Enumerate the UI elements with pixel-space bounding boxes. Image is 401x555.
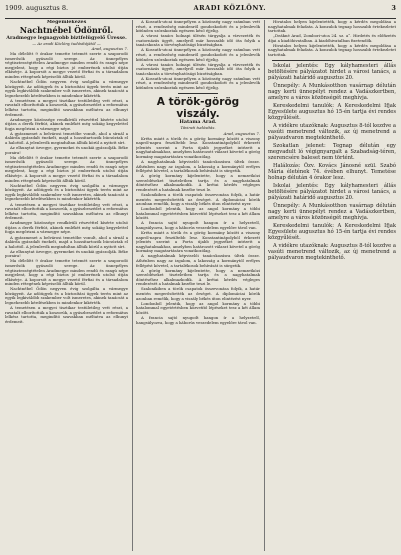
- article-paragraph: A Kossuth-utcai ünnepélyen a közönség nagy számban vett részt, a rendezőség mindenről gondoskodott és a jelenlevők kitűnően szórakoztak egészen késő éjjelig.: [136, 75, 260, 91]
- paper-title: ARADI KÖZLÖNY.: [193, 4, 267, 12]
- article-title: A török-görög viszály.: [156, 95, 240, 120]
- news-item: Kereskedelmi tanulók: A Kereskedelmi Ifjak Egyesülete augusztus hó 15-én tartja évi rendes közgyűlését.: [268, 102, 396, 121]
- article-paragraph: A francia sajtó nyugodt hangon ír a helyzetről, hangsúlyozva, hogy a háborús veszedelem egyelőre távol van.: [136, 314, 260, 325]
- article-paragraph: A temetésen a megyei tisztikar testületileg vett részt, a ravatalt elborították a koszorúk, a gyászbeszédet a református lelkész tartotta, megindító szavakban méltatva az elhunyt érdemeit.: [5, 201, 128, 221]
- news-item: Kereskedelmi tanulók: A Kereskedelmi Ifjak Egyesülete augusztus hó 15-én tartja évi rendes közgyűlését.: [268, 222, 396, 241]
- page-header: [5, 4, 396, 19]
- news-item: A vidékre utazóknak: Augusztus 8-tól kezdve a vasúti menetrend változik, az új menetrend a pályaudvaron megtekinthető.: [268, 122, 396, 141]
- article-paragraph: Hivatalos helyen kijelentették, hogy a kérdés megoldása a nagyhatalmak feladata. A konzulok tegnap hosszabb értekezletet tartottak.: [268, 20, 396, 34]
- news-items: [268, 63, 396, 262]
- column-3: [268, 20, 396, 551]
- column-divider: [132, 20, 133, 551]
- page-number: 3: [391, 4, 396, 12]
- news-item: Halálozás: Özv. Kovács Jánosné szül. Szabó Mária életének 74. évében elhunyt. Temetése holnap délután 4 órakor lesz.: [268, 162, 396, 181]
- article-title: Nachtnébel Ödönről.: [19, 25, 114, 36]
- article-paragraph: Aradmegye közönsége rendkívüli részvéttel kísérte utolsó útjára a derék férfiút, akinek emlékét még sokáig kegyelettel fogja megőrizni a vármegye népe.: [5, 220, 128, 235]
- article-subnote: — Az aradi Közlöny tudósítójától —: [32, 40, 101, 46]
- article-paragraph: A görög kormány kijelentette, hogy a nemzetközi szerződéseket tiszteletben tartja és a nagyhatalmak döntéséhez alkalmazkodik. A krétai kérdés végleges rendezését a hatalmak kezébe teszi le.: [136, 173, 260, 192]
- news-item: Ünnepély: A Munkásotthon vasárnap délután nagy kerti ünnepélyt rendez a Vadászkertben, amelyre a város közönségét meghívja.: [268, 82, 396, 101]
- article-paragraph: Az elhunytat özvegye, gyermekei és unokái gyászolják. Béke poraira!: [5, 248, 128, 259]
- article-paragraph: Kréta miatt a török és a görög kormány között a viszony napról-napra feszültebb lesz. Konstantinápolyból érkezett jelentés szerint a Porta újabb jegyzéket intézett a nagyhatalmakhoz, amelyben határozott választ követel a görög kormány magatartására vonatkozólag.: [136, 135, 260, 159]
- article-paragraph: A temetésen a megyei tisztikar testületileg vett részt, a ravatalt elborították a koszorúk, a gyászbeszédet a református lelkész tartotta, megindító szavakban méltatva az elhunyt érdemeit.: [5, 305, 128, 324]
- article-paragraph: Londonból jelentik, hogy az angol kormány a többi hatalommal egyetértésben közvetítő lépéseket tesz a két állam között.: [136, 300, 260, 315]
- news-item: Ünnepély: A Munkásotthon vasárnap délután nagy kerti ünnepélyt rendez a Vadászkertben, amelyre a város közönségét meghívja.: [268, 202, 396, 221]
- column-divider: [264, 20, 265, 551]
- article-paragraph: A görög kormány kijelentette, hogy a nemzetközi szerződéseket tiszteletben tartja és a nagyhatalmak döntéséhez alkalmazkodik. A krétai kérdés végleges rendezését a hatalmak kezébe teszi le.: [136, 267, 260, 287]
- article-paragraph: Nachtnébel Ödön negyven évig szolgálta a vármegye közügyeit. Az adóügyek és a biztosítási ügyek terén mint az egyik legkiválóbb szakember volt ismeretes, akinek tanácsát a legnehezebb kérdésekben is mindenkor kikérték.: [5, 79, 128, 98]
- article-paragraph: A Kossuth-utcai ünnepélyen a közönség nagy számban vett részt, a rendezőség mindenről gondoskodott és a jelenlevők kitűnően szórakoztak egészen késő éjjelig.: [136, 20, 260, 34]
- article-paragraph: A városi tanács holnapi ülésén tárgyalja a vízvezeték és csatornázás ügyét, amelyről már hosszabb idő óta folyik a tanácskozás a törvényhatósági bizottságban.: [136, 33, 260, 48]
- article-paragraph: A nagyhatalmak képviselői tanácskozásra ültek össze. Athénben nagy az izgalom, a lakosság a kormánytól erélyes fellépést követel, a tartalékosok behívását is sürgetik.: [136, 253, 260, 268]
- column-2: [136, 20, 260, 551]
- article-subtitle: Aradmegye legnagyobb biztfelügyelő Üresse.: [6, 34, 127, 41]
- article-paragraph: Ma délelőtt 9 órakor temette tetemét szerte a szaporodó ismerősök gyászoló serege. Az ünnepélyes végtisztességtételen Aradmegye minden rendű és rangú népe megjelent, hogy a régi biztos jó emberének utolsó útján elkísérje. A koporsót a megye vezető férfiai és a társadalom minden rétegének képviselői állták körül.: [5, 51, 128, 79]
- news-item: Iskolai jelentés: Egy kályhamesteri állás betöltésére pályázatot hirdet a városi tanács, a pályázati határidő augusztus 20.: [268, 62, 396, 81]
- article-paragraph: A Kossuth-utcai ünnepélyen a közönség nagy számban vett részt, a rendezőség mindenről gondoskodott és a jelenlevők kitűnően szórakoztak egészen késő éjjelig.: [136, 47, 260, 62]
- article-paragraph: „Deákné Arad, Zombori-utca 24. sz. a“. Hirdetés és előfizetés díjai a kiadóhivatalban. A kiadóhivatalban fizetendők.: [268, 33, 396, 43]
- article-paragraph: Szalonikiben a török csapatok összevonása folyik, a határ mentén megerősítették az őrséget. A diplomáciai körök azonban remélik, hogy a viszály békés úton elintézést nyer.: [136, 286, 260, 301]
- news-item: Iskolai jelentés: Egy kályhamesteri állás betöltésére pályázatot hirdet a városi tanács, a pályázati határidő augusztus 20.: [268, 182, 396, 201]
- article-subtitle: Hatama Arad.: [179, 119, 217, 126]
- article-paragraph: Szalonikiben a török csapatok összevonása folyik, a határ mentén megerősítették az őrséget. A diplomáciai körök azonban remélik, hogy a viszály békés úton elintézést nyer.: [136, 191, 260, 207]
- article-paragraph: Kréta miatt a török és a görög kormány között a viszony napról-napra feszültebb lesz. Konstantinápolyból érkezett jelentés szerint a Porta újabb jegyzéket intézett a nagyhatalmakhoz, amelyben határozott választ követel a görög kormány magatartására vonatkozólag.: [136, 230, 260, 254]
- article-paragraph: A gyászmenet a belvárosi temetőbe vonult, ahol a sírnál a dalárda gyászdalt énekelt, majd a hozzátartozók búcsúztak el a halottól. A jelenlevők megindultan állták körül a nyitott sírt.: [5, 130, 128, 146]
- article-paragraph: A nagyhatalmak képviselői tanácskozásra ültek össze. Athénben nagy az izgalom, a lakosság a kormánytól erélyes fellépést követel, a tartalékosok behívását is sürgetik.: [136, 158, 260, 174]
- article-paragraph: Ma délelőtt 9 órakor temette tetemét szerte a szaporodó ismerősök gyászoló serege. Az ünnepélyes végtisztességtételen Aradmegye minden rendű és rangú népe megjelent, hogy a régi biztos jó emberének utolsó útján elkísérje. A koporsót a megye vezető férfiai és a társadalom minden rétegének képviselői állták körül.: [5, 154, 128, 183]
- article-paragraph: Nachtnébel Ödön negyven évig szolgálta a vármegye közügyeit. Az adóügyek és a biztosítási ügyek terén mint az egyik legkiválóbb szakember volt ismeretes, akinek tanácsát a legnehezebb kérdésekben is mindenkor kikérték.: [5, 182, 128, 202]
- article-subnote: Távirati tudósítás.: [180, 125, 216, 131]
- news-item: Szokatlan jelenet: Tegnap délután egy megvadult ló végignyargalt a Szabadság-téren, szerencsére baleset nem történt.: [268, 142, 396, 161]
- article-paragraph: Ma délelőtt 9 órakor temette tetemét szerte a szaporodó ismerősök gyászoló serege. Az ünnepélyes végtisztességtételen Aradmegye minden rendű és rangú népe megjelent, hogy a régi biztos jó emberének utolsó útján elkísérje. A koporsót a megye vezető férfiai és a társadalom minden rétegének képviselői állták körül.: [5, 258, 128, 287]
- news-item: A vidékre utazóknak: Augusztus 8-tól kezdve a vasúti menetrend változik, az új menetrend a pályaudvaron megtekinthető.: [268, 242, 396, 261]
- article-byline: Arad, augusztus 7.: [91, 46, 128, 52]
- section-rule: [272, 60, 392, 61]
- article-paragraph: Londonból jelentik, hogy az angol kormány a többi hatalommal egyetértésben közvetítő lépéseket tesz a két állam között.: [136, 206, 260, 221]
- column-1: [5, 20, 128, 551]
- article-paragraph: Nachtnébel Ödön negyven évig szolgálta a vármegye közügyeit. Az adóügyek és a biztosítási ügyek terén mint az egyik legkiválóbb szakember volt ismeretes, akinek tanácsát a legnehezebb kérdésekben is mindenkor kikérték.: [5, 286, 128, 305]
- section-rule: [178, 93, 218, 94]
- article-paragraph: A gyászmenet a belvárosi temetőbe vonult, ahol a sírnál a dalárda gyászdalt énekelt, majd a hozzátartozók búcsúztak el a halottól. A jelenlevők megindultan állták körül a nyitott sírt.: [5, 234, 128, 249]
- article-paragraph: Az elhunytat özvegye, gyermekei és unokái gyászolják. Béke poraira!: [5, 145, 128, 155]
- article-paragraph: Hivatalos helyen kijelentették, hogy a kérdés megoldása a nagyhatalmak feladata. A konzulok tegnap hosszabb értekezletet tartottak.: [268, 42, 396, 58]
- article-paragraph: A városi tanács holnapi ülésén tárgyalja a vízvezeték és csatornázás ügyét, amelyről már hosszabb idő óta folyik a tanácskozás a törvényhatósági bizottságban.: [136, 61, 260, 76]
- article-paragraph: A francia sajtó nyugodt hangon ír a helyzetről, hangsúlyozva, hogy a háborús veszedelem egyelőre távol van.: [136, 220, 260, 230]
- header-date: 1909. augusztus 8.: [5, 4, 69, 12]
- article-paragraph: A temetésen a megyei tisztikar testületileg vett részt, a ravatalt elborították a koszorúk, a gyászbeszédet a református lelkész tartotta, megindító szavakban méltatva az elhunyt érdemeit.: [5, 97, 128, 117]
- article-byline: Arad, augusztus 7.: [223, 130, 260, 136]
- article-paragraph: Aradmegye közönsége rendkívüli részvéttel kísérte utolsó útjára a derék férfiút, akinek emlékét még sokáig kegyelettel fogja megőrizni a vármegye népe.: [5, 116, 128, 131]
- article-pretitle: Megemlékezés: [46, 20, 87, 25]
